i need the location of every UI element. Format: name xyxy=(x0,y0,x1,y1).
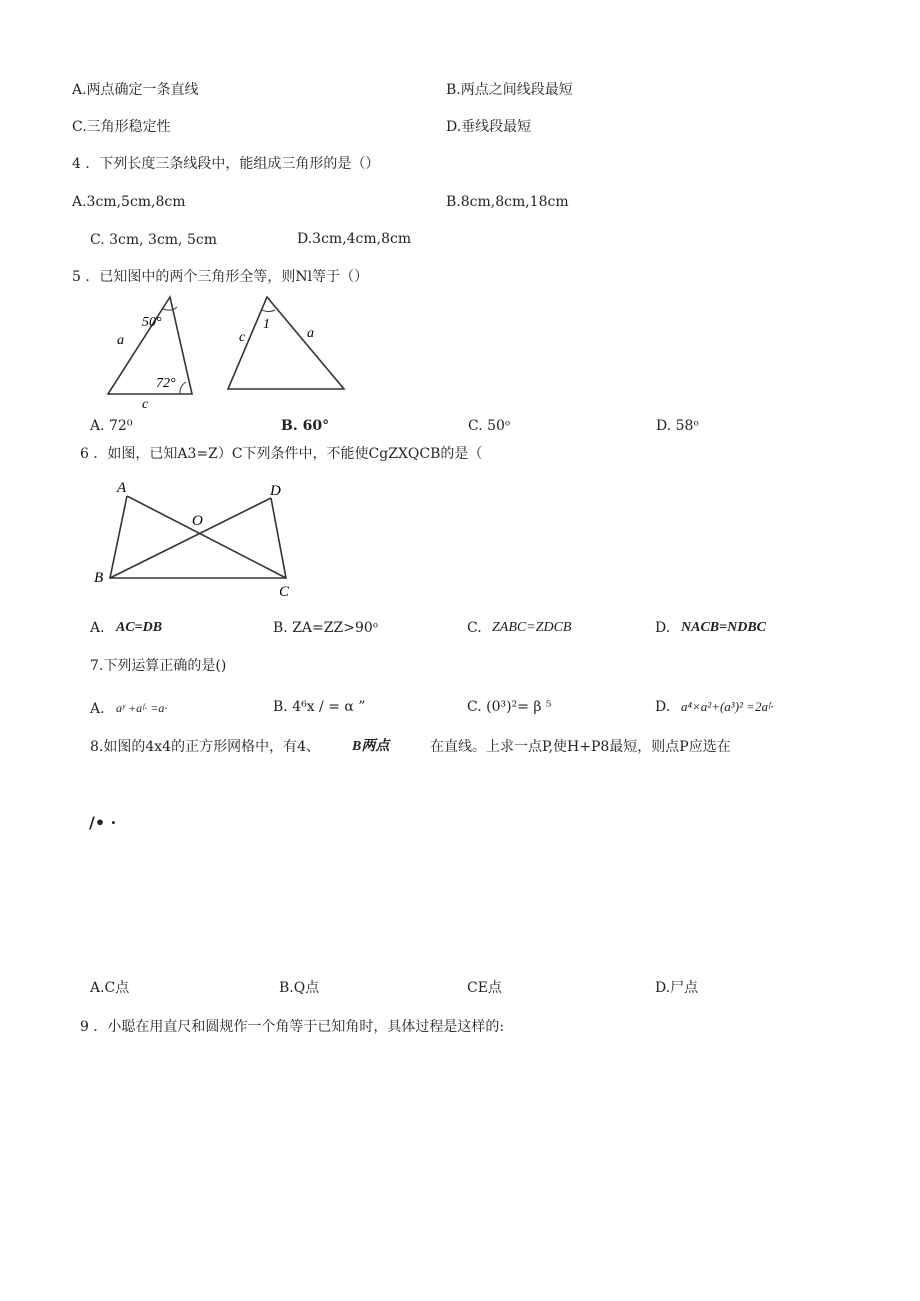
q4-option-c: C. 3cm, 3cm, 5cm xyxy=(90,232,217,248)
point-label-o: O xyxy=(192,513,203,529)
right-top-angle-arc xyxy=(261,309,275,312)
q3-option-c: C.三角形稳定性 xyxy=(72,119,171,135)
q6-option-a-prefix: A. xyxy=(90,620,105,636)
right-side-label-a: a xyxy=(307,326,314,341)
q5-option-d: D. 58ᵒ xyxy=(656,418,699,434)
point-label-a: A xyxy=(117,480,127,496)
q4-option-a: A.3cm,5cm,8cm xyxy=(72,194,186,210)
q8-option-d: D.尸点 xyxy=(655,980,699,996)
q9-stem: 9 ．小聪在用直尺和圆规作一个角等于已知角时，具体过程是这样的: xyxy=(80,1019,505,1035)
q5-triangles-figure xyxy=(100,292,360,412)
q6-option-b: B. ZA=ZZ>90ᵒ xyxy=(273,620,379,636)
q8-stem-part3: 在直线。上求一点P,使H+P8最短，则点P应选在 xyxy=(430,739,731,755)
q3-option-a: A.两点确定一条直线 xyxy=(72,82,199,98)
q6-stem: 6 ．如图，已知A3=Z）C下列条件中，不能使CgZXQCB的是（ xyxy=(80,446,483,462)
q7-option-d-prefix: D. xyxy=(655,699,671,715)
q7-option-a-prefix: A. xyxy=(90,701,105,717)
q4-option-d: D.3cm,4cm,8cm xyxy=(297,231,412,247)
q8-option-a: A.C点 xyxy=(90,980,130,996)
q8-figure-fragment: /• · xyxy=(89,813,117,832)
left-side-label-a: a xyxy=(117,333,124,348)
right-angle-label-1: 1 xyxy=(263,317,270,332)
left-right-angle-label: 72° xyxy=(156,376,176,391)
q8-option-c: CE点 xyxy=(467,980,502,996)
diagonal-ac xyxy=(127,496,286,578)
q6-option-c-prefix: C. xyxy=(467,620,482,636)
q6-option-c: ZABC=ZDCB xyxy=(492,620,572,635)
q7-option-b: B. 4⁶x / = α ” xyxy=(273,699,366,715)
diagonal-bd xyxy=(110,498,271,578)
q7-stem: 7.下列运算正确的是() xyxy=(90,658,227,674)
point-label-c: C xyxy=(279,584,290,600)
q5-option-c: C. 50ᵒ xyxy=(468,418,511,434)
q3-option-d: D.垂线段最短 xyxy=(446,119,532,135)
q5-option-b: B. 60° xyxy=(281,418,330,434)
left-right-angle-arc xyxy=(180,382,186,394)
q6-quadrilateral-figure xyxy=(90,478,310,598)
q7-option-d: a⁴×a²+(a³)² =2aᶠ· xyxy=(681,699,774,714)
q4-option-b: B.8cm,8cm,18cm xyxy=(446,194,569,210)
point-label-d: D xyxy=(270,483,281,499)
q6-option-d-prefix: D. xyxy=(655,620,671,636)
q7-option-a: aʸ +aᶠ· =a· xyxy=(116,701,168,715)
q8-stem-part1: 8.如图的4x4的正方形网格中，有4、 xyxy=(90,739,320,755)
q6-option-d: NACB=NDBC xyxy=(681,620,766,635)
q7-option-c: C. (0³)²= β ⁵ xyxy=(467,699,552,715)
q6-option-a: AC=DB xyxy=(116,620,163,635)
q3-option-b: B.两点之间线段最短 xyxy=(446,82,573,98)
q8-option-b: B.Q点 xyxy=(279,980,320,996)
right-triangle xyxy=(228,297,344,389)
point-label-b: B xyxy=(94,570,104,586)
q8-stem-part2: B两点 xyxy=(352,739,390,754)
q5-stem: 5 ．已知图中的两个三角形全等，则Nl等于（） xyxy=(72,269,369,285)
right-side-label-c: c xyxy=(239,330,246,345)
left-side-label-c: c xyxy=(142,397,149,412)
q4-stem: 4 ．下列长度三条线段中，能组成三角形的是（） xyxy=(72,156,380,172)
left-top-angle-label: 50° xyxy=(142,315,162,330)
q5-option-a: A. 72⁰ xyxy=(90,418,133,434)
